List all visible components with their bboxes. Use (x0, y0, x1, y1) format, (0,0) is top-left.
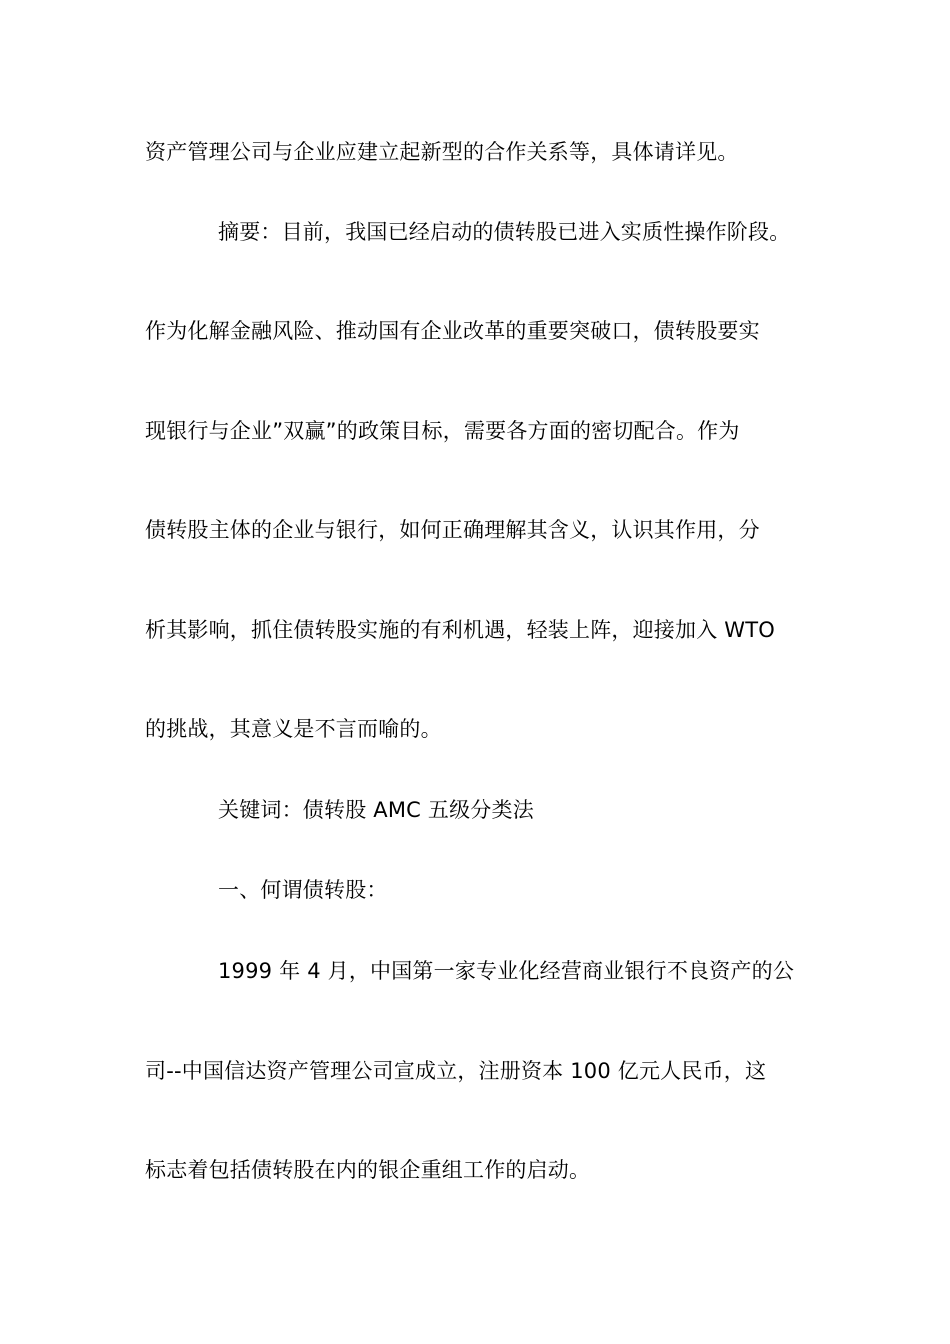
body-line-3: 标志着包括债转股在内的银企重组工作的启动。 (145, 1158, 591, 1182)
abstract-line-2: 作为化解金融风险、推动国有企业改革的重要突破口，债转股要实 (145, 319, 760, 343)
abstract-line-4: 债转股主体的企业与银行，如何正确理解其含义，认识其作用，分 (145, 518, 760, 542)
abstract-line-3: 现银行与企业”双赢”的政策目标，需要各方面的密切配合。作为 (145, 419, 740, 443)
body-line-2: 司--中国信达资产管理公司宣成立，注册资本 100 亿元人民币，这 (145, 1059, 767, 1083)
abstract-line-1: 摘要：目前，我国已经启动的债转股已进入实质性操作阶段。 (218, 220, 791, 244)
paragraph-line-1: 资产管理公司与企业应建立起新型的合作关系等，具体请详见。 (145, 140, 739, 164)
keywords-line: 关键词：债转股 AMC 五级分类法 (218, 798, 534, 822)
section-heading: 一、何谓债转股： (218, 878, 388, 902)
body-line-1: 1999 年 4 月，中国第一家专业化经营商业银行不良资产的公 (218, 959, 795, 983)
abstract-line-5: 析其影响，抓住债转股实施的有利机遇，轻装上阵，迎接加入 WTO (145, 618, 775, 642)
abstract-line-6: 的挑战，其意义是不言而喻的。 (145, 717, 442, 741)
